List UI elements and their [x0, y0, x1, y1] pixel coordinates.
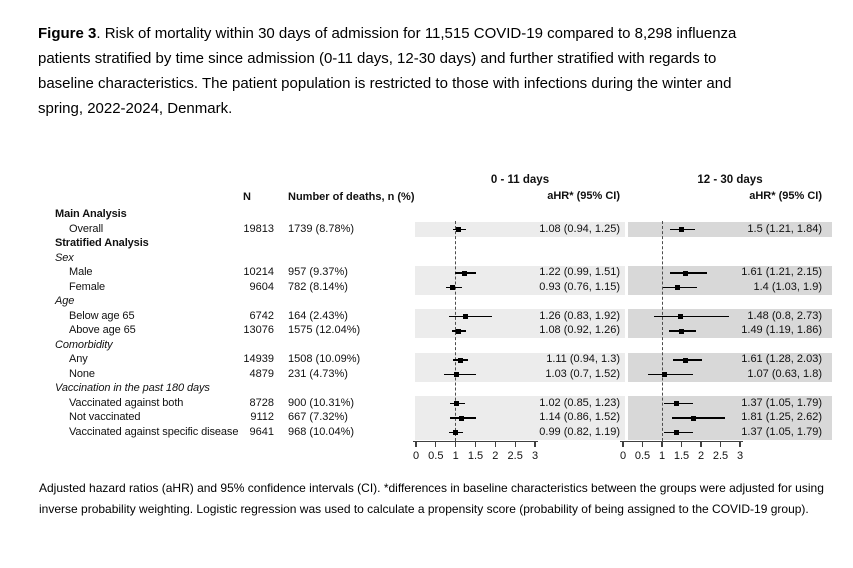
axis-tick-label: 2: [697, 450, 705, 462]
ahr-value: 1.5 (1.21, 1.84): [747, 222, 822, 235]
footnote-line1: Adjusted hazard ratios (aHR) and 95% confidence intervals (CI). *differences in baseline characteristics between the groups were adjusted for using: [39, 481, 824, 495]
ahr-value: 1.48 (0.8, 2.73): [747, 309, 822, 322]
point-estimate: [674, 401, 679, 406]
point-estimate: [454, 372, 459, 377]
ahr-value: 1.08 (0.92, 1.26): [539, 324, 620, 336]
axis-tick: [495, 441, 496, 447]
axis-tick: [661, 441, 662, 447]
ahr-value: 1.22 (0.99, 1.51): [539, 266, 620, 278]
axis-tick: [700, 441, 701, 447]
deaths-value: 957 (9.37%): [288, 266, 348, 278]
point-estimate: [450, 285, 455, 290]
ci-line: [648, 374, 694, 376]
n-value: 8728: [249, 396, 274, 409]
axis-tick-label: 3: [736, 450, 744, 462]
panel1-ahr-header: aHR* (95% CI): [547, 190, 620, 202]
n-value: 4879: [249, 367, 274, 380]
n-value: 9641: [249, 425, 274, 438]
row-label: Below age 65: [69, 309, 135, 322]
point-estimate: [679, 329, 684, 334]
point-estimate: [463, 314, 468, 319]
ahr-value: 1.03 (0.7, 1.52): [545, 367, 620, 380]
axis-tick: [475, 441, 476, 447]
ci-line: [663, 287, 697, 289]
row-label: Main Analysis: [55, 208, 127, 220]
ahr-value: 1.08 (0.94, 1.25): [539, 222, 620, 235]
row-label: Male: [69, 266, 93, 278]
point-estimate: [674, 430, 679, 435]
row-label: Vaccinated against both: [69, 396, 184, 409]
point-estimate: [675, 285, 680, 290]
axis-tick-label: 0.5: [634, 450, 651, 462]
point-estimate: [458, 358, 463, 363]
n-column-header: N: [243, 191, 251, 203]
row-label: Female: [69, 280, 106, 293]
ahr-value: 0.99 (0.82, 1.19): [539, 425, 620, 438]
reference-line: [662, 221, 663, 441]
axis-tick-label: 1.5: [673, 450, 690, 462]
n-value: 10214: [243, 266, 274, 278]
point-estimate: [462, 271, 467, 276]
deaths-value: 1508 (10.09%): [288, 353, 361, 365]
point-estimate: [683, 271, 688, 276]
point-estimate: [662, 372, 667, 377]
point-estimate: [454, 401, 459, 406]
panel2-title: 12 - 30 days: [697, 174, 763, 186]
point-estimate: [456, 227, 461, 232]
ahr-value: 1.81 (1.25, 2.62): [741, 411, 822, 423]
point-estimate: [456, 329, 461, 334]
ahr-value: 1.02 (0.85, 1.23): [539, 396, 620, 409]
ahr-value: 1.37 (1.05, 1.79): [741, 425, 822, 438]
row-label: Comorbidity: [55, 338, 113, 351]
axis-tick: [515, 441, 516, 447]
axis-tick: [435, 441, 436, 447]
row-label: Above age 65: [69, 324, 136, 336]
n-value: 14939: [243, 353, 274, 365]
ahr-value: 1.37 (1.05, 1.79): [741, 396, 822, 409]
ahr-value: 0.93 (0.76, 1.15): [539, 280, 620, 293]
axis-tick-label: 1: [452, 450, 459, 462]
axis-tick-label: 2: [492, 450, 499, 462]
axis-tick: [681, 441, 682, 447]
panel2-ahr-header: aHR* (95% CI): [749, 190, 822, 202]
ci-line: [449, 316, 492, 318]
caption-line4: spring, 2022-2024, Denmark.: [38, 100, 233, 117]
point-estimate: [679, 227, 684, 232]
axis-tick-label: 1: [658, 450, 666, 462]
ahr-value: 1.61 (1.21, 2.15): [741, 266, 822, 278]
axis-tick-label: 0: [412, 450, 420, 462]
deaths-value: 1739 (8.78%): [288, 222, 355, 235]
axis-tick-label: 0: [619, 450, 627, 462]
axis-tick-label: 1.5: [467, 450, 484, 462]
caption-line1-text: . Risk of mortality within 30 days of admission for 11,515 COVID-19 compared to 8,298 influenza: [96, 25, 737, 42]
axis-tick-label: 2.5: [712, 450, 729, 462]
caption-line2: patients stratified by time since admission (0-11 days, 12-30 days) and further stratified with regards to: [38, 50, 717, 67]
axis-tick: [739, 441, 740, 447]
row-label: Vaccinated against specific disease: [69, 425, 239, 438]
row-label: Any: [69, 353, 88, 365]
deaths-value: 231 (4.73%): [288, 367, 348, 380]
axis-tick: [720, 441, 721, 447]
point-estimate: [678, 314, 683, 319]
deaths-value: 1575 (12.04%): [288, 324, 361, 336]
deaths-value: 164 (2.43%): [288, 309, 348, 322]
point-estimate: [453, 430, 458, 435]
row-label: Stratified Analysis: [55, 237, 149, 249]
point-estimate: [459, 416, 464, 421]
axis-tick: [622, 441, 623, 447]
row-label: Age: [55, 295, 75, 307]
row-label: Not vaccinated: [69, 411, 141, 423]
ci-line: [444, 374, 477, 376]
deaths-value: 968 (10.04%): [288, 425, 355, 438]
ahr-value: 1.49 (1.19, 1.86): [741, 324, 822, 336]
deaths-value: 900 (10.31%): [288, 396, 355, 409]
row-label: Overall: [69, 222, 104, 235]
panel1-title: 0 - 11 days: [490, 174, 550, 186]
ahr-value: 1.14 (0.86, 1.52): [539, 411, 620, 423]
n-value: 9112: [250, 411, 274, 423]
row-label: Sex: [55, 251, 74, 264]
ahr-value: 1.07 (0.63, 1.8): [747, 367, 822, 380]
ci-line: [670, 272, 707, 274]
row-label: Vaccination in the past 180 days: [55, 382, 210, 394]
point-estimate: [691, 416, 696, 421]
figure-label: Figure 3: [38, 25, 97, 42]
n-value: 6742: [249, 309, 274, 322]
ahr-value: 1.61 (1.28, 2.03): [741, 353, 822, 365]
deaths-column-header: Number of deaths, n (%): [288, 191, 415, 203]
axis-tick-label: 0.5: [428, 450, 444, 462]
ahr-value: 1.4 (1.03, 1.9): [753, 280, 822, 293]
axis-tick: [455, 441, 456, 447]
ahr-value: 1.26 (0.83, 1.92): [539, 309, 620, 322]
n-value: 19813: [243, 222, 274, 235]
figure-footnote: [39, 478, 839, 520]
axis-tick-label: 2.5: [507, 450, 523, 462]
deaths-value: 782 (8.14%): [288, 280, 348, 293]
point-estimate: [683, 358, 688, 363]
axis-tick: [534, 441, 535, 447]
ahr-value: 1.11 (0.94, 1.3): [546, 353, 620, 365]
caption-line3: baseline characteristics. The patient population is restricted to those with infections during the winter and: [38, 75, 732, 92]
n-value: 9604: [249, 280, 274, 293]
axis-tick: [415, 441, 416, 447]
row-label: None: [69, 367, 95, 380]
deaths-value: 667 (7.32%): [288, 411, 348, 423]
axis-tick-label: 3: [531, 450, 539, 462]
n-value: 13076: [243, 324, 274, 336]
axis-tick: [642, 441, 643, 447]
footnote-line2: inverse probability weighting. Logistic regression was used to calculate a propensity score (probability of being assigned to the COVID-19 group).: [39, 502, 809, 516]
